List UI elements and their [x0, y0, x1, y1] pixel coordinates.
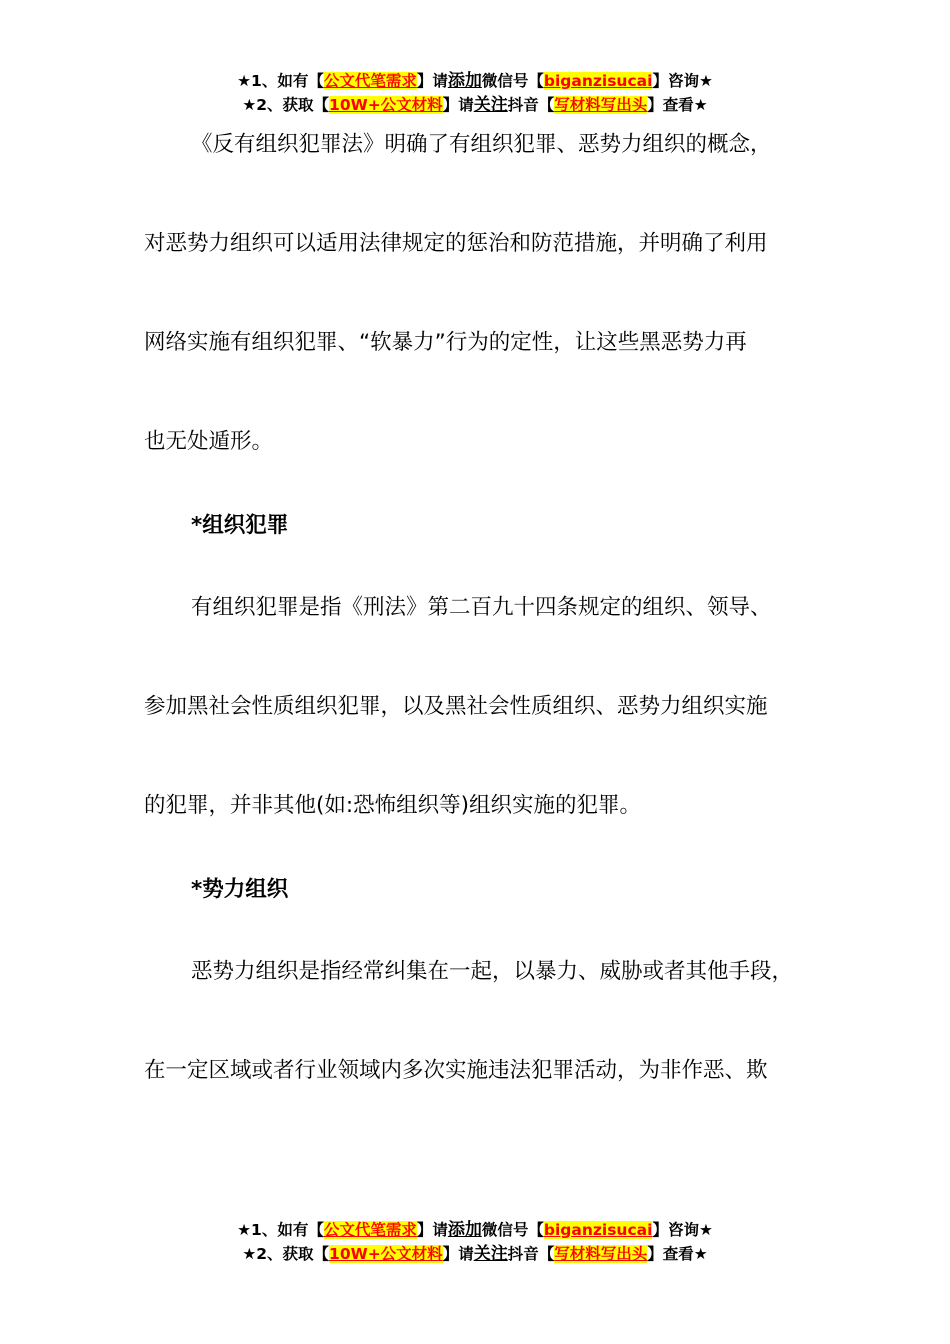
paragraph-line: 有组织犯罪是指《刑法》第二百九十四条规定的组织、领导、 [191, 595, 772, 620]
banner-text: 】查看★ [647, 96, 708, 114]
paragraph-line: 对恶势力组织可以适用法律规定的惩治和防范措施，并明确了利用 [144, 231, 768, 256]
banner-text: 微信号【 [481, 1221, 544, 1239]
banner-text: 微信号【 [481, 72, 544, 90]
banner-line-1 [0, 69, 950, 93]
banner-text: ★2、获取【 [242, 1245, 330, 1263]
banner-line-2 [0, 93, 950, 117]
banner-line-1 [0, 1218, 950, 1242]
banner-text: ★2、获取【 [242, 96, 330, 114]
highlight-tag: biganzisucai [543, 1221, 653, 1239]
paragraph-line: 也无处遁形。 [144, 429, 274, 454]
emphasis-text: 添加 [447, 1220, 482, 1240]
highlight-tag: 公文代笔需求 [323, 72, 417, 90]
emphasis-text: 添加 [447, 71, 482, 91]
banner-text: 】请 [416, 1221, 448, 1239]
banner-text: 】咨询★ [652, 72, 713, 90]
banner-text: 】请 [442, 96, 474, 114]
banner-text: ★1、如有【 [237, 1221, 324, 1239]
highlight-tag: 10W+公文材料 [329, 1245, 443, 1263]
banner-line-2 [0, 1242, 950, 1266]
section-heading: *组织犯罪 [191, 513, 289, 538]
banner-text: 】查看★ [647, 1245, 708, 1263]
paragraph-line: 在一定区域或者行业领域内多次实施违法犯罪活动，为非作恶、欺 [144, 1058, 768, 1083]
paragraph-line: 参加黑社会性质组织犯罪，以及黑社会性质组织、恶势力组织实施 [144, 694, 768, 719]
paragraph-line: 《反有组织犯罪法》明确了有组织犯罪、恶势力组织的概念， [191, 132, 772, 157]
section-heading: *势力组织 [191, 877, 289, 902]
banner-text: 】咨询★ [652, 1221, 713, 1239]
banner-text: 抖音【 [507, 96, 555, 114]
paragraph-line: 网络实施有组织犯罪、“软暴力”行为的定性，让这些黑恶势力再 [144, 330, 747, 355]
emphasis-text: 关注 [473, 95, 508, 115]
highlight-tag: 写材料写出头 [554, 96, 648, 114]
header-banner [0, 69, 950, 117]
banner-text: 】请 [442, 1245, 474, 1263]
footer-banner [0, 1218, 950, 1266]
emphasis-text: 关注 [473, 1244, 508, 1264]
banner-text: ★1、如有【 [237, 72, 324, 90]
paragraph-line: 的犯罪，并非其他(如:恐怖组织等)组织实施的犯罪。 [144, 793, 642, 818]
highlight-tag: 公文代笔需求 [323, 1221, 417, 1239]
highlight-tag: biganzisucai [543, 72, 653, 90]
banner-text: 】请 [416, 72, 448, 90]
highlight-tag: 10W+公文材料 [329, 96, 443, 114]
highlight-tag: 写材料写出头 [554, 1245, 648, 1263]
paragraph-line: 恶势力组织是指经常纠集在一起，以暴力、威胁或者其他手段， [191, 959, 794, 984]
banner-text: 抖音【 [507, 1245, 555, 1263]
